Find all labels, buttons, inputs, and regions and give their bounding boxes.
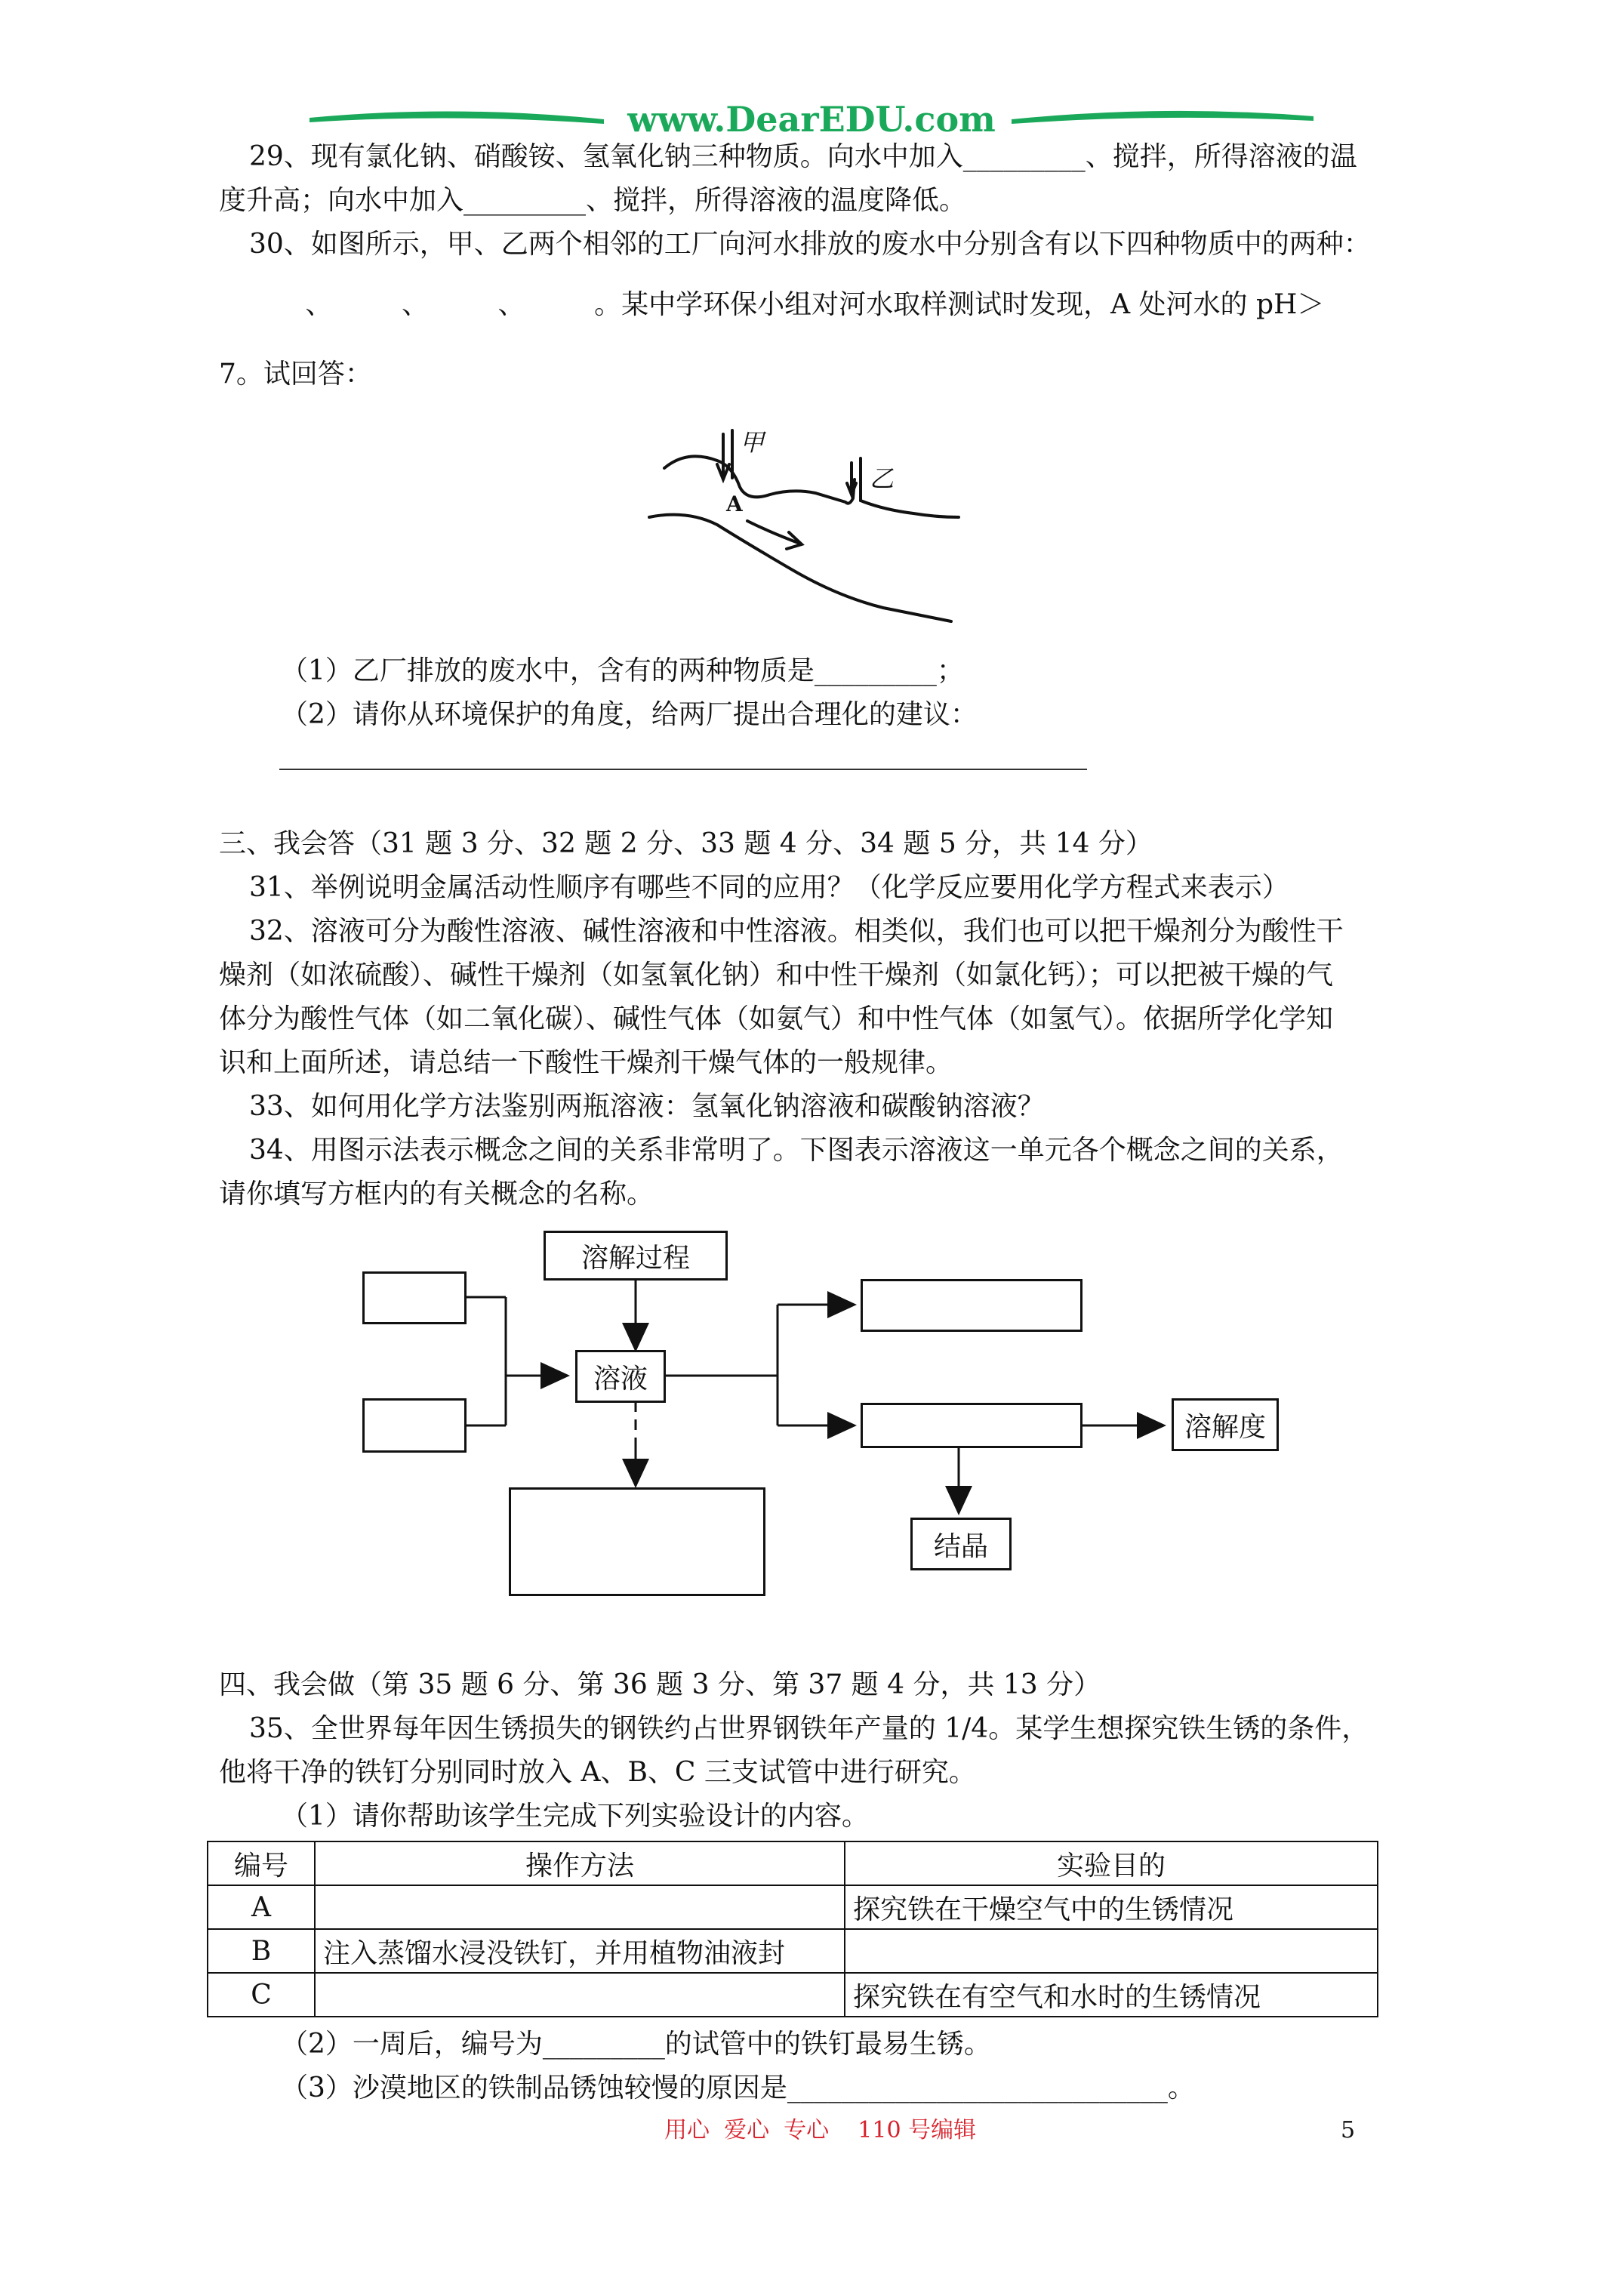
box-dissolving-process: 溶解过程 [544,1231,728,1281]
label-yi: 乙 [870,464,895,493]
table-header-row [208,1841,1378,1885]
box-left-bottom-blank[interactable] [362,1398,467,1453]
box-crystallization: 结晶 [910,1518,1012,1570]
box-solubility: 溶解度 [1172,1398,1279,1451]
q30-line3: 7。试回答： [219,359,372,390]
cell-number: C [208,1973,315,2017]
q35-sub2: （2）一周后，编号为_________的试管中的铁钉最易生锈。 [281,2029,991,2060]
q35-line2: 他将干净的铁钉分别同时放入 A、B、C 三支试管中进行研究。 [219,1757,976,1788]
q29-line1: 29、现有氯化钠、硝酸铵、氢氧化钠三种物质。向水中加入_________、搅拌，所得溶液的温 [249,141,1357,172]
q35-sub3: （3）沙漠地区的铁制品锈蚀较慢的原因是____________________________。 [281,2073,1195,2103]
cell-purpose-blank[interactable] [845,1929,1378,1973]
cell-number: B [208,1929,315,1973]
q35-line1: 35、全世界每年因生锈损失的钢铁约占世界钢铁年产量的 1/4。某学生想探究铁生锈的条件， [249,1713,1369,1744]
q33: 33、如何用化学方法鉴别两瓶溶液：氢氧化钠溶液和碳酸钠溶液？ [249,1091,1045,1122]
header-banner [302,97,1321,142]
table-row [208,1973,1378,2017]
header-cell-purpose: 实验目的 [845,1841,1378,1885]
box-bottom-blank[interactable] [509,1487,765,1596]
q30-sub2: （2）请你从环境保护的角度，给两厂提出合理化的建议： [281,699,978,730]
q32-line2: 燥剂（如浓硫酸）、碱性干燥剂（如氢氧化钠）和中性干燥剂（如氯化钙）；可以把被干燥的气 [219,960,1334,991]
experiment-table [207,1841,1378,2017]
cell-number: A [208,1885,315,1929]
table-row [208,1929,1378,1973]
cell-purpose: 探究铁在有空气和水时的生锈情况 [845,1973,1378,2017]
q29-line2: 度升高；向水中加入_________、搅拌，所得溶液的温度降低。 [219,185,967,216]
q32-line4: 识和上面所述，请总结一下酸性干燥剂干燥气体的一般规律。 [219,1047,953,1078]
cell-method-blank[interactable] [315,1885,845,1929]
q34-line2: 请你填写方框内的有关概念的名称。 [219,1179,654,1210]
label-a: A [726,492,743,516]
concept-map [355,1223,1306,1601]
river-diagram [642,419,974,630]
page-number: 5 [1341,2117,1356,2143]
river-figure [642,419,974,630]
q32-line3: 体分为酸性气体（如二氧化碳）、碱性气体（如氨气）和中性气体（如氢气）。依据所学化学知 [219,1003,1334,1034]
answer-line [279,769,1087,770]
label-jia: 甲 [740,428,765,457]
concept-map-connectors [355,1223,1306,1601]
box-right-top-blank[interactable] [861,1279,1083,1332]
q30-line2: 、 、 、 。某中学环保小组对河水取样测试时发现，A 处河水的 pH＞ [219,289,1325,320]
section4-title: 四、我会做（第 35 题 6 分、第 36 题 3 分、第 37 题 4 分，共 13 分） [219,1669,1101,1700]
box-right-middle-blank[interactable] [861,1403,1083,1448]
q30-line1: 30、如图所示，甲、乙两个相邻的工厂向河水排放的废水中分别含有以下四种物质中的两种： [249,229,1371,260]
header-cell-method: 操作方法 [315,1841,845,1885]
box-solution: 溶液 [575,1350,666,1403]
q34-line1: 34、用图示法表示概念之间的关系非常明了。下图表示溶液这一单元各个概念之间的关系， [249,1135,1344,1166]
footer-slogan: 用心 爱心 专心 110 号编辑 [664,2117,977,2143]
header-site-name[interactable]: www.DearEDU.com [627,99,996,140]
q32-line1: 32、溶液可分为酸性溶液、碱性溶液和中性溶液。相类似，我们也可以把干燥剂分为酸性干 [249,916,1344,947]
q35-sub1: （1）请你帮助该学生完成下列实验设计的内容。 [281,1801,869,1832]
cell-method: 注入蒸馏水浸没铁钉，并用植物油液封 [315,1929,845,1973]
section3-title: 三、我会答（31 题 3 分、32 题 2 分、33 题 4 分、34 题 5 分，共 14 分） [219,828,1153,859]
table-row [208,1885,1378,1929]
cell-purpose: 探究铁在干燥空气中的生锈情况 [845,1885,1378,1929]
q31: 31、举例说明金属活动性顺序有哪些不同的应用？（化学反应要用化学方程式来表示） [249,872,1289,903]
q30-sub1: （1）乙厂排放的废水中，含有的两种物质是_________； [281,655,964,686]
box-left-top-blank[interactable] [362,1271,467,1324]
header-cell-number: 编号 [208,1841,315,1885]
cell-method-blank[interactable] [315,1973,845,2017]
